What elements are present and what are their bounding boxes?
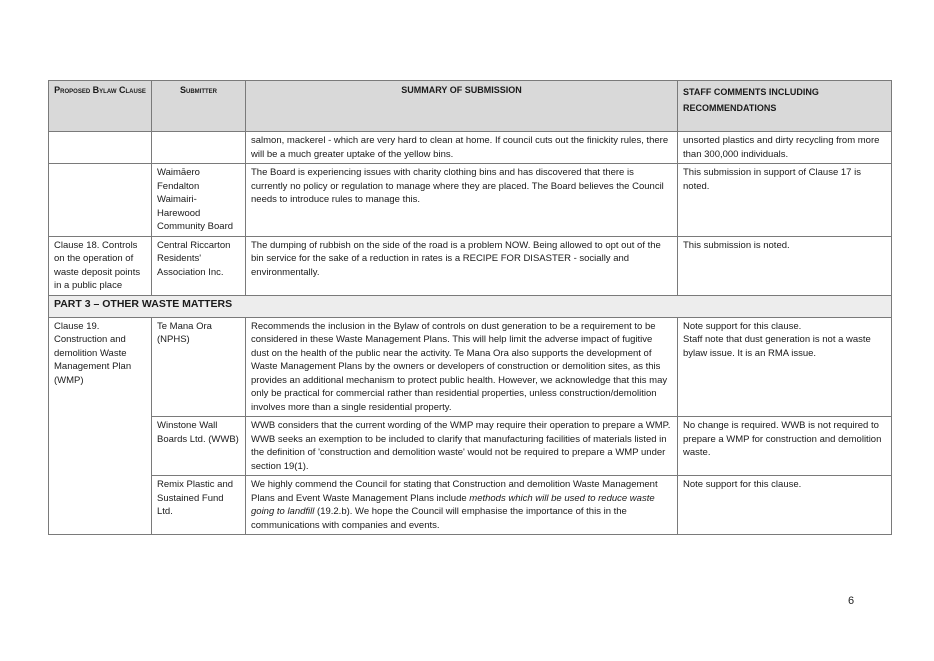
summary-cell: The Board is experiencing issues with charity clothing bins and has discovered that there is currently no policy or regulation to manage where they are placed. The Board believes the Council needs to introduce rules to manage this.	[246, 164, 678, 237]
staff-comment-cell: Note support for this clause.	[678, 476, 892, 535]
section-heading-row	[49, 295, 892, 317]
staff-comment-cell: No change is required. WWB is not required to prepare a WMP for construction and demolition waste.	[678, 417, 892, 476]
header-proposed-bylaw-clause: Proposed Bylaw Clause	[49, 81, 152, 132]
table-row	[49, 164, 892, 237]
summary-cell: salmon, mackerel - which are very hard to clean at home. If council cuts out the finickity rules, there will be a much greater uptake of the yellow bins.	[246, 132, 678, 164]
table-row	[49, 317, 892, 417]
clause-cell	[49, 132, 152, 164]
staff-comment-cell: unsorted plastics and dirty recycling from more than 300,000 individuals.	[678, 132, 892, 164]
staff-comment-line: Staff note that dust generation is not a waste bylaw issue. It is an RMA issue.	[683, 334, 871, 359]
summary-cell: WWB considers that the current wording of the WMP may require their operation to prepare a WMP. WWB seeks an exemption to be included to clarify that manufacturing facilities of materials listed in the definition of 'construction and demolition waste' would not be required to prepare a WMP under section 19(1).	[246, 417, 678, 476]
header-summary-of-submission: SUMMARY OF SUBMISSION	[246, 81, 678, 132]
clause-cell	[49, 164, 152, 237]
table-row	[49, 132, 892, 164]
table-header-row	[49, 81, 892, 132]
header-submitter: Submitter	[152, 81, 246, 132]
summary-cell: Recommends the inclusion in the Bylaw of controls on dust generation to be a requirement to be considered in these Waste Management Plans. This will help limit the adverse impact of fugitive dust on the health of the public near the activity. Te Mana Ora also supports the development of Waste Management Plans by the owners or developers of construction or demolition sites, as this provides an additional mechanism to protect public health. However, we acknowledge that this may only be practical for commercial rather than residential properties, unless construction/demolition involves more than a single residential property.	[246, 317, 678, 417]
submissions-table	[48, 80, 892, 535]
submitter-cell	[152, 132, 246, 164]
section-heading: PART 3 – OTHER WASTE MATTERS	[49, 295, 892, 317]
table-row	[49, 417, 892, 476]
submitter-cell: Waimāero Fendalton Waimairi-Harewood Community Board	[152, 164, 246, 237]
table-row	[49, 476, 892, 535]
clause-cell: Clause 18. Controls on the operation of waste deposit points in a public place	[49, 236, 152, 295]
summary-cell	[246, 476, 678, 535]
summary-text: We highly commend the Council for stating that Construction and demolition Waste Management Plans and Event Waste Management Plans include	[251, 479, 658, 504]
submitter-cell: Central Riccarton Residents' Association Inc.	[152, 236, 246, 295]
clause-cell: Clause 19. Construction and demolition Waste Management Plan (WMP)	[49, 317, 152, 535]
submitter-cell: Remix Plastic and Sustained Fund Ltd.	[152, 476, 246, 535]
summary-text: (19.2.b). We hope the Council will emphasise the importance of this in the communications with companies and events.	[251, 506, 627, 531]
table-row	[49, 236, 892, 295]
staff-comment-cell: This submission in support of Clause 17 is noted.	[678, 164, 892, 237]
header-staff-comments: STAFF COMMENTS INCLUDING RECOMMENDATIONS	[678, 81, 892, 132]
submitter-cell: Winstone Wall Boards Ltd. (WWB)	[152, 417, 246, 476]
staff-comment-line: Note support for this clause.	[683, 320, 802, 332]
submitter-cell: Te Mana Ora (NPHS)	[152, 317, 246, 417]
staff-comment-cell	[678, 317, 892, 417]
summary-italic-text: methods which will be used to reduce waste going to landfill	[251, 492, 655, 517]
page-number: 6	[848, 595, 855, 607]
staff-comment-cell: This submission is noted.	[678, 236, 892, 295]
summary-cell: The dumping of rubbish on the side of the road is a problem NOW. Being allowed to opt out of the bin service for the sake of a reduction in rates is a RECIPE FOR DISASTER - socially and environmentally.	[246, 236, 678, 295]
